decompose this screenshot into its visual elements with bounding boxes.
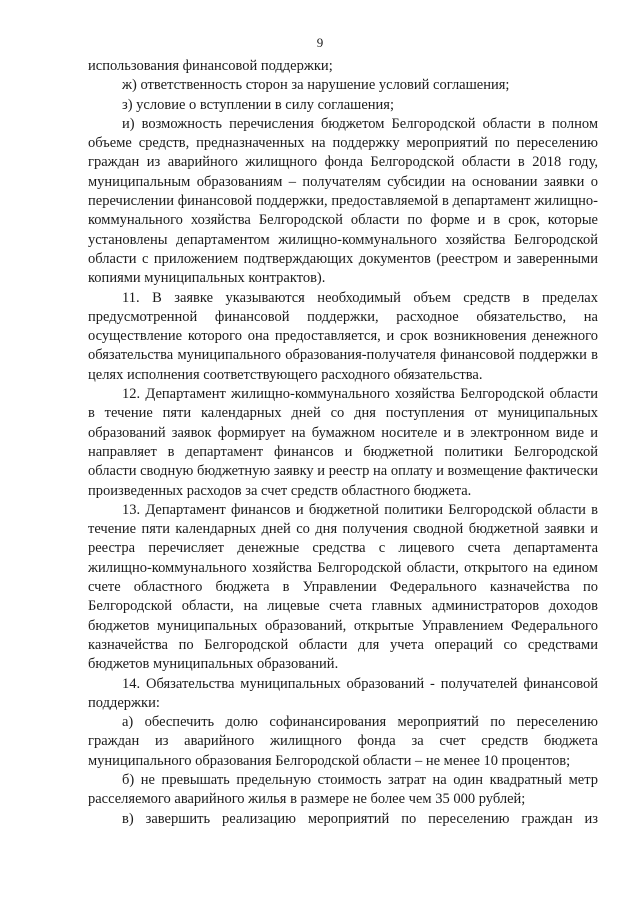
paragraph-clause-13: 13. Департамент финансов и бюджетной политики Белгородской области в течение пяти календарных дней со дня получения сводной бюджетной заявки и реестра перечисляет денежные средства с лицевого счета департамента жилищно-коммунального хозяйства Белгородской области, открытого на едином счете областного бюджета в Управлении Федерального казначейства по Белгородской области, на лицевые счета главных администраторов доходов бюджетов муниципальных образований, открытые Управлением Федерального казначейства по Белгородской области для учета операций со средствами бюджетов муниципальных образований.	[88, 501, 598, 673]
paragraph-continuation: использования финансовой поддержки;	[88, 58, 333, 74]
paragraph-item-v: в) завершить реализацию мероприятий по переселению граждан из	[122, 810, 598, 827]
paragraph-item-i: и) возможность перечисления бюджетом Белгородской области в полном объеме средств, предназначенных на поддержку мероприятий по переселению граждан из аварийного жилищного фонда Белгородской области в 2018 году, муниципальным образованиям – получателям субсидии на основании заявки о перечислении финансовой поддержки, предоставляемой в департамент жилищно-коммунального хозяйства Белгородской области по форме и в срок, которые установлены департаментом жилищно-коммунального хозяйства Белгородской области с приложением подтверждающих документов (реестром и заверенными копиями муниципальных контрактов).	[88, 115, 598, 287]
paragraph-clause-12: 12. Департамент жилищно-коммунального хозяйства Белгородской области в течение пяти календарных дней со дня поступления от муниципальных образований заявок формирует на бумажном носителе и в электронном виде и направляет в департамент финансов и бюджетной политики Белгородской области сводную бюджетную заявку и реестр на оплату и возмещение фактически произведенных расходов за счет средств областного бюджета.	[88, 386, 598, 499]
page-number: 9	[316, 35, 324, 50]
paragraph-item-a: а) обеспечить долю софинансирования мероприятий по переселению граждан из аварийного жилищного фонда за счет средств бюджета муниципального образования Белгородской области – не менее 10 процентов;	[88, 714, 598, 769]
paragraph-item-b: б) не превышать предельную стоимость затрат на один квадратный метр расселяемого аварийного жилья в размере не более чем 35 000 рублей;	[88, 771, 598, 808]
paragraph-item-zh: ж) ответственность сторон за нарушение условий соглашения;	[122, 77, 510, 94]
paragraph-clause-14: 14. Обязательства муниципальных образований - получателей финансовой поддержки:	[88, 675, 598, 711]
paragraph-clause-11: 11. В заявке указываются необходимый объем средств в пределах предусмотренной финансовой поддержки, расходное обязательство, на осуществление которого она предоставляется, и срок возникновения денежного обязательства муниципального образования-получателя финансовой поддержки в целях исполнения соответствующего расходного обязательства.	[88, 289, 598, 383]
document-body	[88, 57, 598, 829]
paragraph-item-z: з) условие о вступлении в силу соглашения;	[122, 96, 394, 113]
